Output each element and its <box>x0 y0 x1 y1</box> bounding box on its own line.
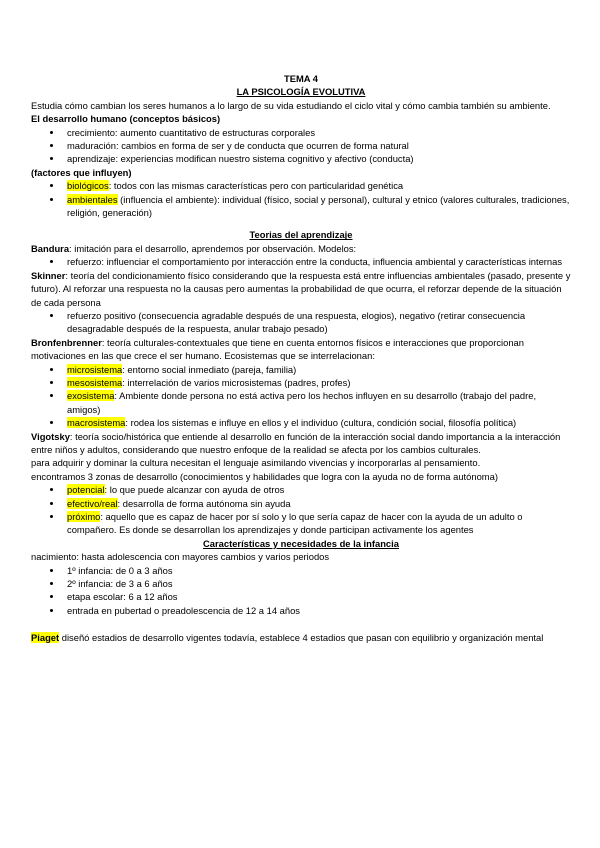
item-text: : interrelación de varios microsistemas (padres, profes) <box>122 376 351 388</box>
highlighted-term: macrosistema <box>67 417 126 429</box>
skinner-paragraph <box>31 269 571 309</box>
list-item: • refuerzo: influenciar el comportamiento por interacción entre la conducta, influencia ambiental y características internas <box>63 255 571 268</box>
childhood-intro: nacimiento: hasta adolescencia con mayores cambios y varios periodos <box>31 551 330 563</box>
list-item: • crecimiento: aumento cuantitativo de estructuras corporales <box>63 126 571 139</box>
piaget-paragraph <box>31 631 571 644</box>
item-text: (influencia el ambiente): individual (físico, social y personal), cultural y etnico (valores culturales, tradiciones, religión, generación) <box>67 193 570 219</box>
item-text: : todos con las mismas características pero con particularidad genética <box>108 180 404 192</box>
list-item <box>63 389 571 416</box>
bandura-paragraph <box>31 242 571 255</box>
highlighted-term: biológicos <box>67 180 109 192</box>
highlighted-term: ambientales <box>67 193 118 205</box>
list-item <box>63 363 571 376</box>
list-item <box>63 179 571 192</box>
factors-heading: (factores que influyen) <box>31 166 132 178</box>
theories-heading: Teorias del aprendizaje <box>249 229 353 241</box>
highlighted-term: microsistema <box>67 363 123 375</box>
vigotsky-line3: encontramos 3 zonas de desarrollo (conocimientos y habilidades que logra con la ayuda no de forma autónoma) <box>31 470 498 482</box>
item-text: : rodea los sistemas e influye en ellos y el individuo (cultura, condición social, filosofía política) <box>125 417 517 429</box>
list-item <box>63 193 571 220</box>
list-item <box>63 416 571 429</box>
item-text: : entorno social inmediato (pareja, familia) <box>122 363 297 375</box>
list-item: • 1º infancia: de 0 a 3 años <box>63 564 571 577</box>
author-name: Skinner <box>31 269 66 281</box>
vigotsky-line2: para adquirir y dominar la cultura necesitan el lenguaje asimilando vivencias y incorporarlas al pensamiento. <box>31 457 481 469</box>
vigotsky-paragraph <box>31 430 571 457</box>
list-item <box>63 497 571 510</box>
list-item <box>63 376 571 389</box>
doc-title: TEMA 4 <box>283 73 319 84</box>
paragraph-text: diseñó estadios de desarrollo vigentes todavía, establece 4 estadios que pasan con equilibrio y organización mental <box>59 632 544 644</box>
paragraph-text: : teoría culturales-contextuales que tiene en cuenta entornos físicos e interacciones que proporcionan motivaciones en las que crece el ser humano. Ecosistemas que se interrelacionan: <box>31 336 524 362</box>
list-item <box>63 483 571 496</box>
bandura-list <box>31 255 571 268</box>
list-item: • 2º infancia: de 3 a 6 años <box>63 577 571 590</box>
list-item: • entrada en pubertad o preadolescencia de 12 a 14 años <box>63 604 571 617</box>
author-name: Bandura <box>31 242 70 254</box>
highlighted-term: próximo <box>67 511 101 522</box>
list-item: • refuerzo positivo (consecuencia agradable después de una respuesta, elogios), negativo (retirar consecuencia desagradable después de la respuesta, anular trabajo pesado) <box>63 309 571 336</box>
dev-list <box>31 126 571 166</box>
author-name: Bronfenbrenner <box>31 336 102 348</box>
item-text: : aquello que es capaz de hacer por sí solo y lo que sería capaz de hacer con la ayuda de un adulto o compañero. Es donde se desarrollan los aprendizajes y donde participan activamente los agentes <box>67 511 523 536</box>
vigotsky-list <box>31 483 571 537</box>
childhood-heading: Características y necesidades de la infancia <box>203 537 399 549</box>
doc-subtitle: LA PSICOLOGÍA EVOLUTIVA <box>236 86 366 98</box>
paragraph-text: : teoría del condicionamiento físico considerando que la respuesta está entre influencias ambientales (pasado, presente y futuro). Al reforzar una respuesta no la causas pero aumentas la probabilidad de que ocurra, el reforzar depende de la situación de cada persona <box>31 269 571 308</box>
dev-heading: El desarrollo humano (conceptos básicos) <box>31 113 221 125</box>
list-item: • aprendizaje: experiencias modifican nuestro sistema cognitivo y afectivo (conducta) <box>63 152 571 165</box>
list-item: • etapa escolar: 6 a 12 años <box>63 590 571 603</box>
item-text: : lo que puede alcanzar con ayuda de otros <box>104 484 285 496</box>
item-text: : Ambiente donde persona no está activa pero los hechos influyen en su desarrollo (trabajo del padre, amigos) <box>67 390 537 415</box>
highlighted-term: mesosistema <box>67 376 123 388</box>
highlighted-term: efectivo/real <box>67 497 118 509</box>
highlighted-term: potencial <box>67 484 105 496</box>
intro-paragraph: Estudia cómo cambian los seres humanos a lo largo de su vida estudiando el ciclo vital y cómo cambia también su ambiente. <box>31 99 551 111</box>
skinner-list <box>31 309 571 336</box>
highlighted-term: exosistema <box>67 390 115 402</box>
highlighted-term: Piaget <box>31 632 60 644</box>
bronfenbrenner-paragraph <box>31 336 571 363</box>
bronfenbrenner-list <box>31 363 571 430</box>
author-name: Vigotsky <box>31 430 70 442</box>
list-item <box>63 510 571 537</box>
paragraph-text: : teoría socio/histórica que entiende al desarrollo en función de la interacción social dando importancia a la interacción entre niños y adultos, considerando que nuestro enfoque de la realidad se afecta por los cambios culturales. <box>31 430 561 455</box>
factors-list <box>31 179 571 219</box>
item-text: : desarrolla de forma autónoma sin ayuda <box>117 497 291 509</box>
list-item: • maduración: cambios en forma de ser y de conducta que ocurren de forma natural <box>63 139 571 152</box>
paragraph-text: : imitación para el desarrollo, aprendemos por observación. Modelos: <box>69 242 357 254</box>
document-body <box>31 72 571 645</box>
childhood-list <box>31 564 571 618</box>
